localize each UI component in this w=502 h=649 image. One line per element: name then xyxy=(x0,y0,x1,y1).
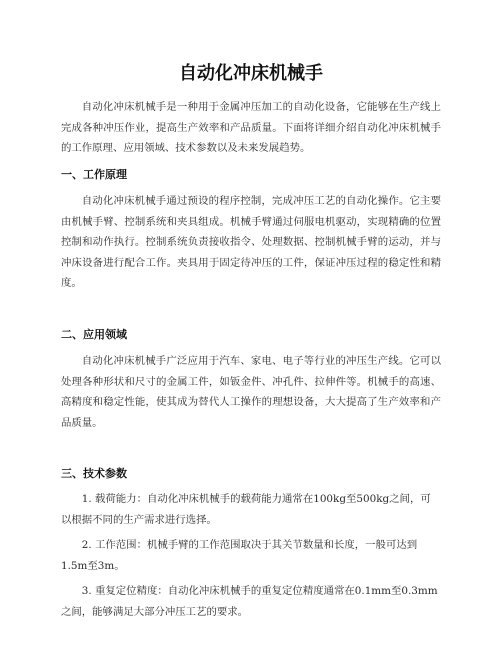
section-heading-applications: 二、应用领域 xyxy=(61,328,127,341)
parameter-item-range: 2. 工作范围：机械手臂的工作范围取决于其关节数量和长度，一般可达到1.5m至3m。 xyxy=(61,539,418,572)
section-body-applications: 自动化冲床机械手广泛应用于汽车、家电、电子等行业的冲压生产线。它可以处理各种形状和尺寸的金属工件，如钣金件、冲孔件、拉伸件等。机械手的高速、高精度和稳定性能，使其成为替代人工操作的理想设备，大大提高了生产效率和产品质量。 xyxy=(61,355,441,429)
section-body-principle: 自动化冲床机械手通过预设的程序控制，完成冲压工艺的自动化操作。它主要由机械手臂、控制系统和夹具组成。机械手臂通过伺服电机驱动，实现精确的位置控制和动作执行。控制系统负责接收指令、处理数据、控制机械手臂的运动，并与冲床设备进行配合工作。夹具用于固定待冲压的工件，保证冲压过程的稳定性和精度。 xyxy=(61,195,441,289)
parameter-item-precision: 3. 重复定位精度：自动化冲床机械手的重复定位精度通常在0.1mm至0.3mm之间，能够满足大部分冲压工艺的要求。 xyxy=(61,585,438,618)
section-heading-parameters: 三、技术参数 xyxy=(61,467,127,480)
section-heading-principle: 一、工作原理 xyxy=(61,168,127,181)
intro-paragraph: 自动化冲床机械手是一种用于金属冲压加工的自动化设备，它能够在生产线上完成各种冲压作业，提高生产效率和产品质量。下面将详细介绍自动化冲床机械手的工作原理、应用领域、技术参数以及未来发展趋势。 xyxy=(61,101,441,154)
document-title: 自动化冲床机械手 xyxy=(179,63,323,84)
parameter-item-load: 1. 载荷能力：自动化冲床机械手的载荷能力通常在100kg至500kg之间，可以根据不同的生产需求进行选择。 xyxy=(61,493,431,526)
